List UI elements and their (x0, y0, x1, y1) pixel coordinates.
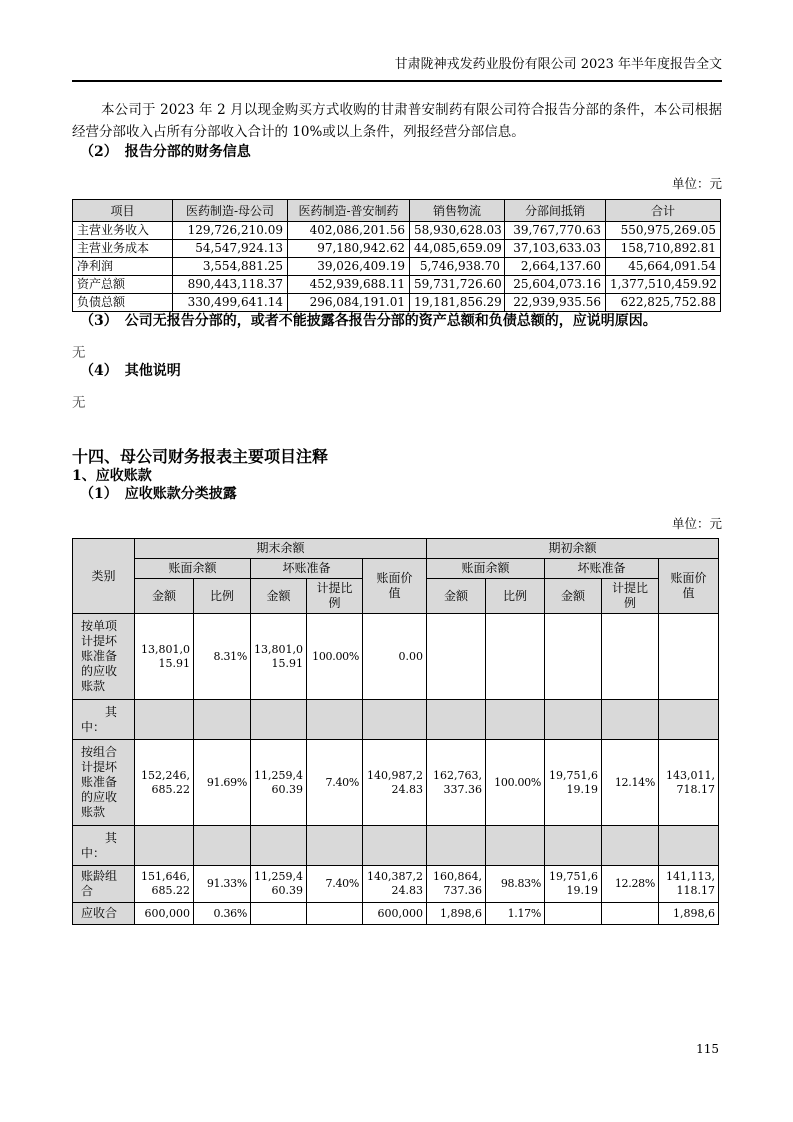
unit-label-segment: 单位：元 (671, 176, 722, 191)
ar-value-cell: 98.83% (486, 866, 545, 903)
ar-book-balance-header: 账面余额 (427, 559, 545, 579)
ar-value-cell: 7.40% (307, 740, 363, 826)
segment-value-cell: 3,554,881.25 (173, 258, 288, 276)
segment-row-label: 主营业务成本 (73, 240, 173, 258)
ar-value-cell: 11,259,460.39 (251, 740, 307, 826)
ar-value-cell (486, 614, 545, 700)
ar-book-balance-header: 账面余额 (135, 559, 251, 579)
ar-value-cell: 19,751,619.19 (545, 740, 602, 826)
ar-value-cell (251, 826, 307, 866)
segment-column-header: 分部间抵销 (505, 200, 606, 222)
segment-row (73, 276, 721, 294)
ar-bad-debt-header: 坏账准备 (545, 559, 659, 579)
ar-value-cell: 140,987,224.83 (363, 740, 427, 826)
ar-row (73, 826, 719, 866)
receivables-section-title: 1、应收账款 (72, 468, 152, 484)
ar-value-cell: 140,387,224.83 (363, 866, 427, 903)
segment-value-cell: 44,085,659.09 (410, 240, 505, 258)
ar-subcolumn-header: 金额 (251, 579, 307, 614)
ar-value-cell: 13,801,015.91 (135, 614, 194, 700)
ar-row-label: 其中： (73, 700, 135, 740)
ar-value-cell (602, 903, 659, 925)
ar-subcolumn-header: 金额 (545, 579, 602, 614)
segment-column-header: 项目 (73, 200, 173, 222)
ar-value-cell: 600,000 (135, 903, 194, 925)
ar-subcolumn-header: 金额 (135, 579, 194, 614)
ar-value-cell: 7.40% (307, 866, 363, 903)
segment-value-cell: 37,103,633.03 (505, 240, 606, 258)
segment-row (73, 222, 721, 240)
ar-book-value-header: 账面价值 (659, 559, 719, 614)
ar-value-cell: 0.36% (194, 903, 251, 925)
ar-value-cell (545, 826, 602, 866)
segment-value-cell: 25,604,073.16 (505, 276, 606, 294)
segment-value-cell: 129,726,210.09 (173, 222, 288, 240)
ar-value-cell: 100.00% (307, 614, 363, 700)
segment-value-cell: 158,710,892.81 (606, 240, 721, 258)
ar-value-cell (194, 826, 251, 866)
intro-paragraph: 本公司于 2023 年 2 月以现金购买方式收购的甘肃普安制药有限公司符合报告分部的条件，本公司根据经营分部收入占所有分部收入合计的 10%或以上条件，列报经营分部信息。 (72, 102, 722, 140)
section-3-title: （3） 公司无报告分部的，或者不能披露各报告分部的资产总额和负债总额的，应说明原因。 (80, 313, 657, 329)
ar-book-value-header: 账面价值 (363, 559, 427, 614)
ar-period-begin-header: 期初余额 (427, 539, 719, 559)
ar-value-cell (602, 614, 659, 700)
ar-value-cell: 91.33% (194, 866, 251, 903)
segment-row-label: 主营业务收入 (73, 222, 173, 240)
ar-header-row-1 (73, 539, 719, 559)
ar-row-label: 账龄组合 (73, 866, 135, 903)
unit-label-receivables: 单位：元 (671, 516, 722, 531)
segment-row-label: 净利润 (73, 258, 173, 276)
ar-value-cell: 141,113,118.17 (659, 866, 719, 903)
ar-value-cell: 11,259,460.39 (251, 866, 307, 903)
ar-value-cell (251, 700, 307, 740)
page-number: 115 (696, 1042, 719, 1056)
segment-row-label: 资产总额 (73, 276, 173, 294)
segment-value-cell: 550,975,269.05 (606, 222, 721, 240)
ar-value-cell: 600,000 (363, 903, 427, 925)
ar-row (73, 700, 719, 740)
ar-value-cell (486, 700, 545, 740)
ar-value-cell: 12.14% (602, 740, 659, 826)
ar-row-label: 按单项计提坏账准备的应收账款 (73, 614, 135, 700)
segment-value-cell: 452,939,688.11 (288, 276, 410, 294)
segment-column-header: 销售物流 (410, 200, 505, 222)
ar-value-cell: 13,801,015.91 (251, 614, 307, 700)
segment-row (73, 258, 721, 276)
segment-value-cell: 330,499,641.14 (173, 294, 288, 312)
segment-column-header: 合计 (606, 200, 721, 222)
segment-value-cell: 19,181,856.29 (410, 294, 505, 312)
ar-row (73, 740, 719, 826)
receivables-classification-table (72, 538, 719, 925)
ar-value-cell: 160,864,737.36 (427, 866, 486, 903)
ar-subcolumn-header: 比例 (486, 579, 545, 614)
ar-value-cell: 1,898,6 (659, 903, 719, 925)
segment-value-cell: 39,767,770.63 (505, 222, 606, 240)
segment-value-cell: 622,825,752.88 (606, 294, 721, 312)
ar-header-row-2 (73, 559, 719, 579)
segment-header-row (73, 200, 721, 222)
ar-value-cell (427, 614, 486, 700)
ar-value-cell (363, 700, 427, 740)
segment-financials-table (72, 199, 721, 312)
segment-row (73, 240, 721, 258)
segment-value-cell: 890,443,118.37 (173, 276, 288, 294)
ar-value-cell (659, 700, 719, 740)
page-header (72, 57, 722, 82)
ar-value-cell (363, 826, 427, 866)
ar-value-cell (307, 903, 363, 925)
segment-column-header: 医药制造-母公司 (173, 200, 288, 222)
segment-row-label: 负债总额 (73, 294, 173, 312)
ar-value-cell (427, 700, 486, 740)
ar-value-cell: 1.17% (486, 903, 545, 925)
ar-row-label: 其中： (73, 826, 135, 866)
ar-value-cell (135, 700, 194, 740)
ar-value-cell: 0.00 (363, 614, 427, 700)
ar-value-cell (427, 826, 486, 866)
ar-value-cell (194, 700, 251, 740)
ar-value-cell: 143,011,718.17 (659, 740, 719, 826)
ar-subcolumn-header: 金额 (427, 579, 486, 614)
segment-row (73, 294, 721, 312)
segment-value-cell: 97,180,942.62 (288, 240, 410, 258)
receivables-disclosure-title: （1） 应收账款分类披露 (80, 486, 237, 502)
ar-value-cell (659, 614, 719, 700)
segment-value-cell: 58,930,628.03 (410, 222, 505, 240)
section-14-title: 十四、母公司财务报表主要项目注释 (72, 447, 329, 466)
ar-value-cell: 100.00% (486, 740, 545, 826)
report-title: 甘肃陇神戎发药业股份有限公司 2023 年半年度报告全文 (394, 57, 722, 72)
segment-value-cell: 2,664,137.60 (505, 258, 606, 276)
segment-value-cell: 1,377,510,459.92 (606, 276, 721, 294)
segment-value-cell: 296,084,191.01 (288, 294, 410, 312)
ar-row (73, 866, 719, 903)
ar-value-cell: 152,246,685.22 (135, 740, 194, 826)
ar-subcolumn-header: 计提比例 (602, 579, 659, 614)
segment-value-cell: 45,664,091.54 (606, 258, 721, 276)
segment-value-cell: 22,939,935.56 (505, 294, 606, 312)
ar-value-cell: 162,763,337.36 (427, 740, 486, 826)
ar-value-cell (486, 826, 545, 866)
section-4-body: 无 (72, 395, 86, 411)
ar-subcolumn-header: 计提比例 (307, 579, 363, 614)
ar-row-label: 应收合 (73, 903, 135, 925)
segment-column-header: 医药制造-普安制药 (288, 200, 410, 222)
ar-value-cell: 1,898,6 (427, 903, 486, 925)
segment-value-cell: 5,746,938.70 (410, 258, 505, 276)
ar-value-cell: 8.31% (194, 614, 251, 700)
ar-row (73, 614, 719, 700)
ar-row (73, 903, 719, 925)
ar-value-cell (602, 826, 659, 866)
ar-period-end-header: 期末余额 (135, 539, 427, 559)
section-4-title: （4） 其他说明 (80, 363, 181, 379)
ar-row-label: 按组合计提坏账准备的应收账款 (73, 740, 135, 826)
ar-value-cell: 91.69% (194, 740, 251, 826)
ar-value-cell: 12.28% (602, 866, 659, 903)
segment-value-cell: 59,731,726.60 (410, 276, 505, 294)
ar-category-header: 类别 (73, 539, 135, 614)
segment-value-cell: 402,086,201.56 (288, 222, 410, 240)
segment-value-cell: 54,547,924.13 (173, 240, 288, 258)
ar-value-cell (135, 826, 194, 866)
ar-value-cell (307, 826, 363, 866)
segment-value-cell: 39,026,409.19 (288, 258, 410, 276)
ar-value-cell: 151,646,685.22 (135, 866, 194, 903)
ar-value-cell: 19,751,619.19 (545, 866, 602, 903)
ar-value-cell (251, 903, 307, 925)
ar-subcolumn-header: 比例 (194, 579, 251, 614)
section-2-title: （2） 报告分部的财务信息 (80, 144, 251, 160)
ar-value-cell (545, 903, 602, 925)
ar-value-cell (602, 700, 659, 740)
ar-value-cell (307, 700, 363, 740)
ar-value-cell (659, 826, 719, 866)
ar-value-cell (545, 614, 602, 700)
section-3-body: 无 (72, 345, 86, 361)
ar-bad-debt-header: 坏账准备 (251, 559, 363, 579)
ar-value-cell (545, 700, 602, 740)
